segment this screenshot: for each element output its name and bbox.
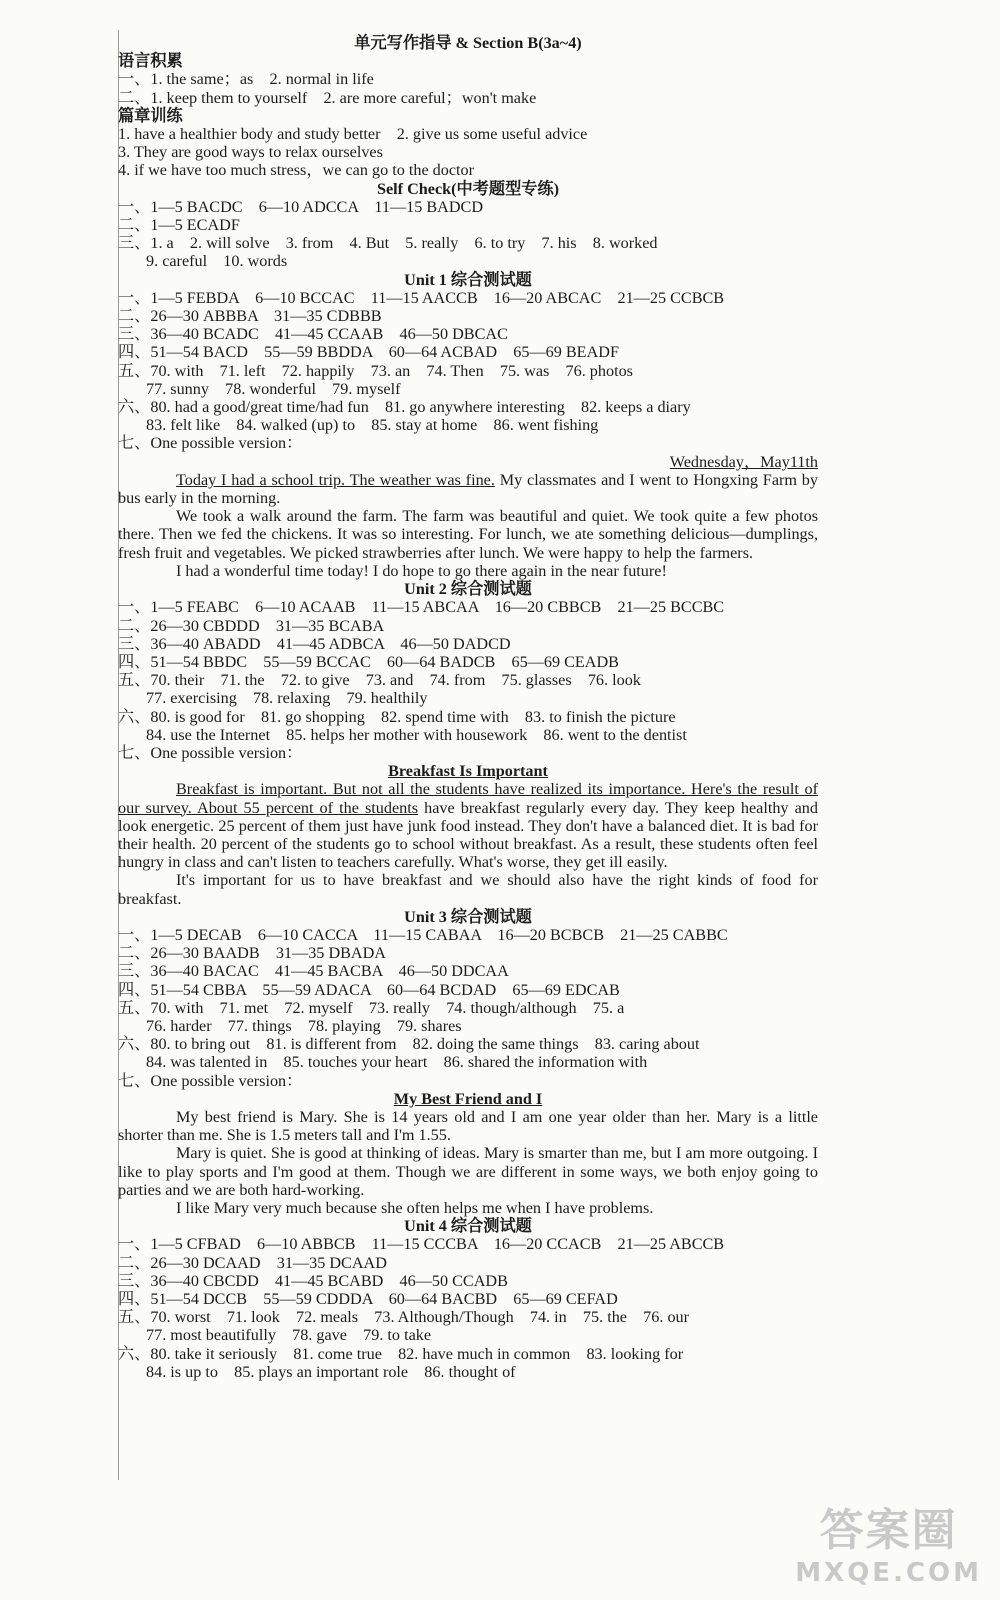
answer-line: 七、One possible version： <box>118 1071 303 1090</box>
answer-line: 84. was talented in 85. touches your heart 86. shared the information with <box>146 1053 648 1072</box>
essay-paragraph: I had a wonderful time today! I do hope to go there again in the near future! <box>176 561 667 580</box>
essay-title-text: My Best Friend and I <box>393 1089 543 1108</box>
answer-line: 77. exercising 78. relaxing 79. healthily <box>146 689 428 708</box>
answer-line: 三、1. a 2. will solve 3. from 4. But 5. really 6. to try 7. his 8. worked <box>118 234 658 253</box>
answer-line: 五、70. with 71. left 72. happily 73. an 74. Then 75. was 76. photos <box>118 361 633 380</box>
answer-line: 二、26—30 BAADB 31—35 DBADA <box>118 944 387 963</box>
answer-line: 3. They are good ways to relax ourselves <box>118 143 383 162</box>
answer-line: 二、26—30 ABBBA 31—35 CDBBB <box>118 307 382 326</box>
answer-line: 4. if we have too much stress，we can go to the doctor <box>118 161 475 180</box>
essay-title-text: Breakfast Is Important <box>388 762 548 781</box>
answer-line: 一、1—5 FEBDA 6—10 BCCAC 11—15 AACCB 16—20 ABCAC 21—25 CCBCB <box>118 288 725 307</box>
watermark-logo <box>795 1494 982 1588</box>
essay-paragraph <box>118 780 818 871</box>
unit-title: Unit 3 综合测试题 <box>404 907 532 926</box>
watermark-url: MXQE.COM <box>795 1558 982 1588</box>
essay-paragraph: Mary is quiet. She is good at thinking of ideas. Mary is smarter than me, but I am more outgoing. I like to play sports and I'm good at them. Though we are different in some ways, we both enjoy going to parties and we are both hard-working. <box>118 1144 818 1199</box>
unit-title: Unit 1 综合测试题 <box>404 270 532 289</box>
essay-title <box>118 1090 818 1108</box>
answer-line: 四、51—54 DCCB 55—59 CDDDA 60—64 BACBD 65—69 CEFAD <box>118 1290 618 1309</box>
answer-line: 一、1—5 CFBAD 6—10 ABBCB 11—15 CCCBA 16—20 CCACB 21—25 ABCCB <box>118 1235 725 1254</box>
answer-line: 一、1. the same；as 2. normal in life <box>118 70 374 89</box>
answer-line: 84. use the Internet 85. helps her mother with housework 86. went to the dentist <box>146 725 687 744</box>
section-heading: 语言积累 <box>118 52 183 71</box>
answer-line: 1. have a healthier body and study better 2. give us some useful advice <box>118 125 588 144</box>
answer-line: 六、80. to bring out 81. is different from 82. doing the same things 83. caring about <box>118 1035 700 1054</box>
answer-line: 76. harder 77. things 78. playing 79. shares <box>146 1016 462 1035</box>
answer-line: 五、70. worst 71. look 72. meals 73. Although/Though 74. in 75. the 76. our <box>118 1308 690 1327</box>
answer-line: 83. felt like 84. walked (up) to 85. stay at home 86. went fishing <box>146 416 599 435</box>
section-heading: 篇章训练 <box>118 106 183 125</box>
paragraph-text: have breakfast regularly every day. They keep healthy and look energetic. 25 percent of them just have junk food instead. They don't have a balanced diet. It is bad for their health. 20 percent of the students go to school without breakfast. As a result, these students often feel hungry in class and can't listen to teachers carefully. What's worse, they get ill easily. <box>118 798 818 872</box>
answer-line: 六、80. take it seriously 81. come true 82. have much in common 83. looking for <box>118 1344 684 1363</box>
answer-line: 七、One possible version： <box>118 743 303 762</box>
answer-line: 77. sunny 78. wonderful 79. myself <box>146 379 401 398</box>
page-title: 单元写作指导 & Section B(3a~4) <box>354 34 582 52</box>
essay-paragraph: My best friend is Mary. She is 14 years old and I am one year older than her. Mary is a little shorter than me. She is 1.5 meters tall and I'm 1.55. <box>118 1107 818 1145</box>
underlined-sentence: Breakfast is important. But not all the students have realized its importance. Here's the result of our survey. About 55 percent of the students <box>118 780 818 817</box>
answer-line: 五、70. with 71. met 72. myself 73. really 74. though/although 75. a <box>118 998 625 1017</box>
essay-paragraph: We took a walk around the farm. The farm was beautiful and quiet. We took quite a few photos there. Then we fed the chickens. It was so interesting. For lunch, we ate something delicious—dumplings, fresh fruit and vegetables. We picked strawberries after lunch. We were happy to help the farmers. <box>118 507 818 562</box>
answer-line: 二、26—30 DCAAD 31—35 DCAAD <box>118 1253 387 1272</box>
essay-title <box>118 762 818 780</box>
answer-line: 二、1. keep them to yourself 2. are more careful；won't make <box>118 88 537 107</box>
watermark-text: 答案圈 <box>819 1505 958 1556</box>
answer-line: 84. is up to 85. plays an important role 86. thought of <box>146 1362 516 1381</box>
answer-line: 一、1—5 FEABC 6—10 ACAAB 11—15 ABCAA 16—20 CBBCB 21—25 BCCBC <box>118 598 725 617</box>
answer-line: 七、One possible version： <box>118 434 303 453</box>
answer-line: 三、36—40 BCADC 41—45 CCAAB 46—50 DBCAC <box>118 325 508 344</box>
answer-page <box>118 34 818 1381</box>
essay-paragraph: I like Mary very much because she often helps me when I have problems. <box>176 1199 654 1217</box>
unit-title: Unit 2 综合测试题 <box>404 580 532 599</box>
answer-line: 四、51—54 BACD 55—59 BBDDA 60—64 ACBAD 65—69 BEADF <box>118 343 619 362</box>
unit-title: Unit 4 综合测试题 <box>404 1217 532 1236</box>
answer-line: 二、26—30 CBDDD 31—35 BCABA <box>118 616 385 635</box>
date-text: Wednesday，May11th <box>669 452 818 471</box>
answer-line: 二、1—5 ECADF <box>118 216 240 235</box>
answer-line: 四、51—54 BBDC 55—59 BCCAC 60—64 BADCB 65—69 CEADB <box>118 652 619 671</box>
essay-paragraph <box>118 471 818 507</box>
answer-line: 一、1—5 DECAB 6—10 CACCA 11—15 CABAA 16—20 BCBCB 21—25 CABBC <box>118 925 728 944</box>
essay-date <box>118 453 818 471</box>
answer-line: 77. most beautifully 78. gave 79. to take <box>146 1326 432 1345</box>
answer-line: 一、1—5 BACDC 6—10 ADCCA 11—15 BADCD <box>118 197 484 216</box>
answer-line: 六、80. is good for 81. go shopping 82. spend time with 83. to finish the picture <box>118 707 676 726</box>
answer-line: 六、80. had a good/great time/had fun 81. go anywhere interesting 82. keeps a diary <box>118 398 691 417</box>
section-title: Self Check(中考题型专练) <box>376 179 560 198</box>
underlined-sentence: Today I had a school trip. The weather was fine. <box>176 470 495 489</box>
answer-line: 五、70. their 71. the 72. to give 73. and 74. from 75. glasses 76. look <box>118 671 641 690</box>
answer-line: 三、36—40 ABADD 41—45 ADBCA 46—50 DADCD <box>118 634 511 653</box>
essay-paragraph: It's important for us to have breakfast and we should also have the right kinds of food for breakfast. <box>118 871 818 908</box>
answer-line: 四、51—54 CBBA 55—59 ADACA 60—64 BCDAD 65—69 EDCAB <box>118 980 620 999</box>
paragraph-text: My classmates and I went to Hongxing Farm by bus early in the morning. <box>118 470 818 508</box>
answer-line: 9. careful 10. words <box>146 252 288 271</box>
answer-line: 三、36—40 CBCDD 41—45 BCABD 46—50 CCADB <box>118 1271 508 1290</box>
answer-line: 三、36—40 BACAC 41—45 BACBA 46—50 DDCAA <box>118 962 509 981</box>
